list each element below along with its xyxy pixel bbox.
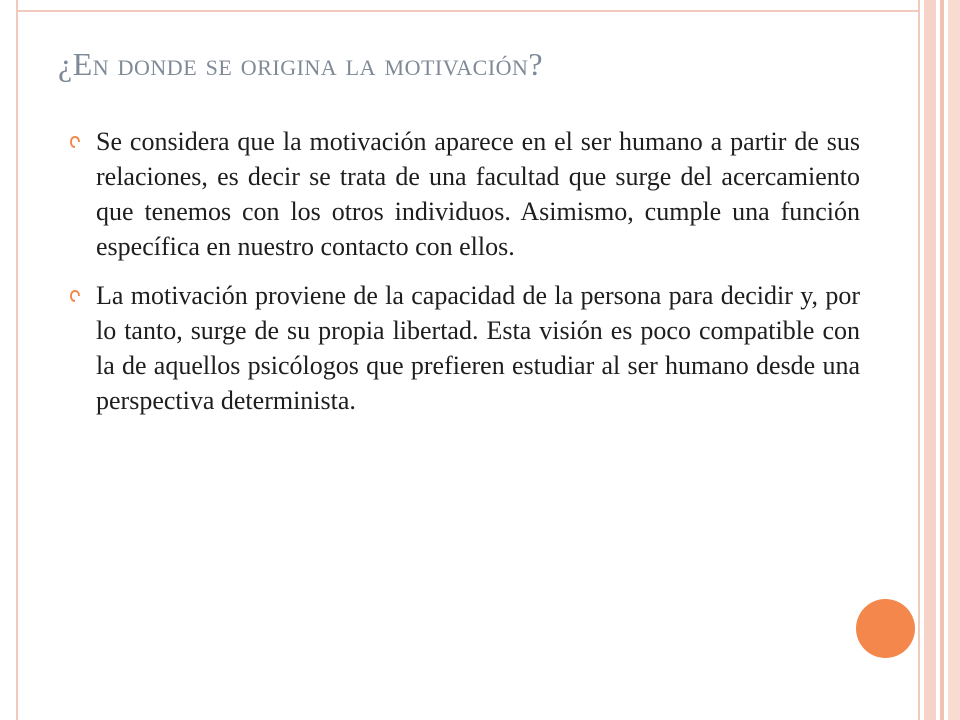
slide-content xyxy=(70,124,860,432)
slide-title: ¿En donde se origina la motivación? xyxy=(58,46,544,82)
right-stripe-2 xyxy=(924,0,936,720)
right-stripe-3 xyxy=(940,0,944,720)
bullet-icon xyxy=(70,136,80,148)
right-stripe-1 xyxy=(918,0,920,720)
orange-circle-decoration xyxy=(856,599,915,658)
bullet-item xyxy=(70,124,860,264)
bullet-item xyxy=(70,278,860,418)
top-border-line xyxy=(16,10,920,12)
bullet-text: La motivación proviene de la capacidad de la persona para decidir y, por lo tanto, surge de su propia libertad. Esta visión es poco compatible con la de aquellos psicólogos que prefieren estudiar al ser humano desde una perspectiva determinista. xyxy=(96,281,860,415)
right-stripe-4 xyxy=(948,0,960,720)
left-border-line xyxy=(16,0,18,720)
bullet-text: Se considera que la motivación aparece en el ser humano a partir de sus relaciones, es decir se trata de una facultad que surge del acercamiento que tenemos con los otros individuos. Asimismo, cumple una función específica en nuestro contacto con ellos. xyxy=(96,127,860,261)
bullet-icon xyxy=(70,290,80,302)
